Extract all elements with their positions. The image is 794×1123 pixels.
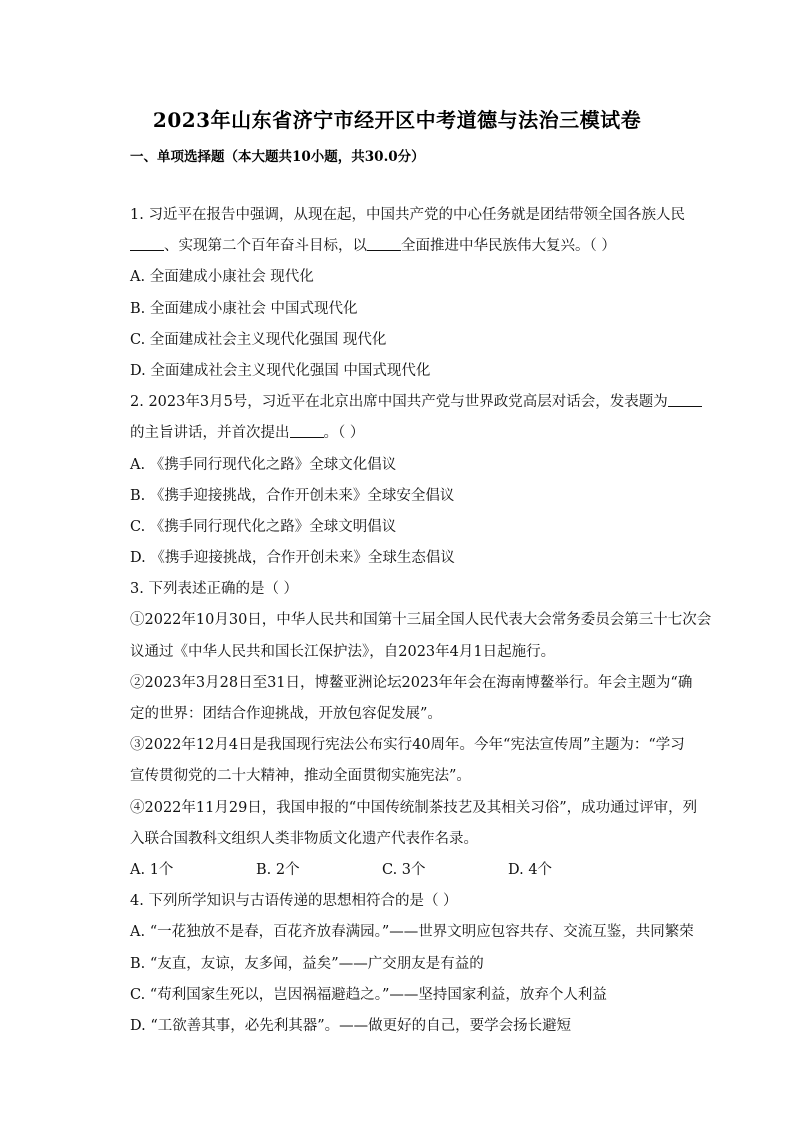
q2-stem-text: 的主旨讲话，并首次提出 bbox=[130, 425, 290, 442]
q3-option-d: D. 4个 bbox=[508, 861, 553, 878]
q4-option-b: B. “友直，友谅，友多闻，益矣”——广交朋友是有益的 bbox=[130, 955, 484, 972]
section-heading: 一、单项选择题（本大题共10小题，共30.0分） bbox=[130, 149, 425, 165]
q3-statement-3: ③2022年12月4日是我国现行宪法公布实行40周年。今年“宪法宣传周”主题为：“学习 bbox=[130, 737, 685, 754]
q2-stem-text: 。（ ） bbox=[323, 425, 365, 442]
q2-stem-text: 2. 2023年3月5号，习近平在北京出席中国共产党与世界政党高层对话会，发表题为 bbox=[130, 394, 668, 411]
answer-blank bbox=[668, 392, 702, 407]
answer-blank bbox=[290, 423, 324, 438]
q3-statement-2: ②2023年3月28日至31日，博鳌亚洲论坛2023年年会在海南博鳌举行。年会主题为“确 bbox=[130, 674, 693, 691]
q2-option-b: B. 《携手迎接挑战，合作开创未来》全球安全倡议 bbox=[130, 487, 455, 504]
q1-stem-text: 、实现第二个百年奋斗目标，以 bbox=[164, 238, 367, 255]
q3-stem: 3. 下列表述正确的是（ ） bbox=[130, 581, 299, 598]
q3-option-a: A. 1个 bbox=[130, 861, 174, 878]
q1-stem-line2 bbox=[130, 231, 700, 262]
q2-option-a: A. 《携手同行现代化之路》全球文化倡议 bbox=[130, 456, 397, 473]
q1-stem-line1: 1. 习近平在报告中强调，从现在起，中国共产党的中心任务就是团结带领全国各族人民 bbox=[130, 207, 685, 223]
q3-statement-4: ④2022年11月29日，我国申报的“中国传统制茶技艺及其相关习俗”，成功通过评审，列 bbox=[130, 799, 698, 816]
q3-options bbox=[130, 855, 700, 886]
q3-statement-3-cont: 宣传贯彻党的二十大精神，推动全面贯彻实施宪法”。 bbox=[130, 768, 471, 785]
q1-option-a: A. 全面建成小康社会 现代化 bbox=[130, 269, 314, 286]
q3-statement-2-cont: 定的世界：团结合作迎挑战，开放包容促发展”。 bbox=[130, 706, 442, 722]
page-title: 2023年山东省济宁市经开区中考道德与法治三模试卷 bbox=[152, 108, 642, 132]
q3-statement-4-cont: 入联合国教科文组织人类非物质文化遗产代表作名录。 bbox=[130, 830, 478, 847]
q2-stem-line1 bbox=[130, 387, 700, 418]
q2-option-c: C. 《携手同行现代化之路》全球文明倡议 bbox=[130, 518, 397, 535]
q1-option-c: C. 全面建成社会主义现代化强国 现代化 bbox=[130, 331, 387, 348]
q4-option-d: D. “工欲善其事，必先利其器”。——做更好的自己，要学会扬长避短 bbox=[130, 1017, 572, 1034]
q1-option-d: D. 全面建成社会主义现代化强国 中国式现代化 bbox=[130, 362, 431, 379]
q2-stem-line2 bbox=[130, 418, 700, 449]
q3-statement-1: ①2022年10月30日，中华人民共和国第十三届全国人民代表大会常务委员会第三十七次会 bbox=[130, 612, 712, 629]
q3-option-b: B. 2个 bbox=[256, 861, 300, 878]
question-list bbox=[130, 200, 712, 1042]
q4-option-a: A. “一花独放不是春，百花齐放春满园。”——世界文明应包容共存、交流互鉴，共同繁荣 bbox=[130, 924, 694, 941]
q4-option-c: C. “苟利国家生死以，岂因祸福避趋之。”——坚持国家利益，放弃个人利益 bbox=[130, 986, 607, 1003]
answer-blank bbox=[367, 236, 401, 251]
q2-option-d: D. 《携手迎接挑战，合作开创未来》全球生态倡议 bbox=[130, 550, 455, 567]
q4-stem: 4. 下列所学知识与古语传递的思想相符合的是（ ） bbox=[130, 893, 458, 910]
answer-blank bbox=[130, 236, 164, 251]
q1-option-b: B. 全面建成小康社会 中国式现代化 bbox=[130, 300, 358, 317]
q3-option-c: C. 3个 bbox=[382, 861, 426, 878]
q3-statement-1-cont: 议通过《中华人民共和国长江保护法》，自2023年4月1日起施行。 bbox=[130, 643, 556, 660]
q1-stem-text: 全面推进中华民族伟大复兴。（ ） bbox=[401, 238, 616, 255]
